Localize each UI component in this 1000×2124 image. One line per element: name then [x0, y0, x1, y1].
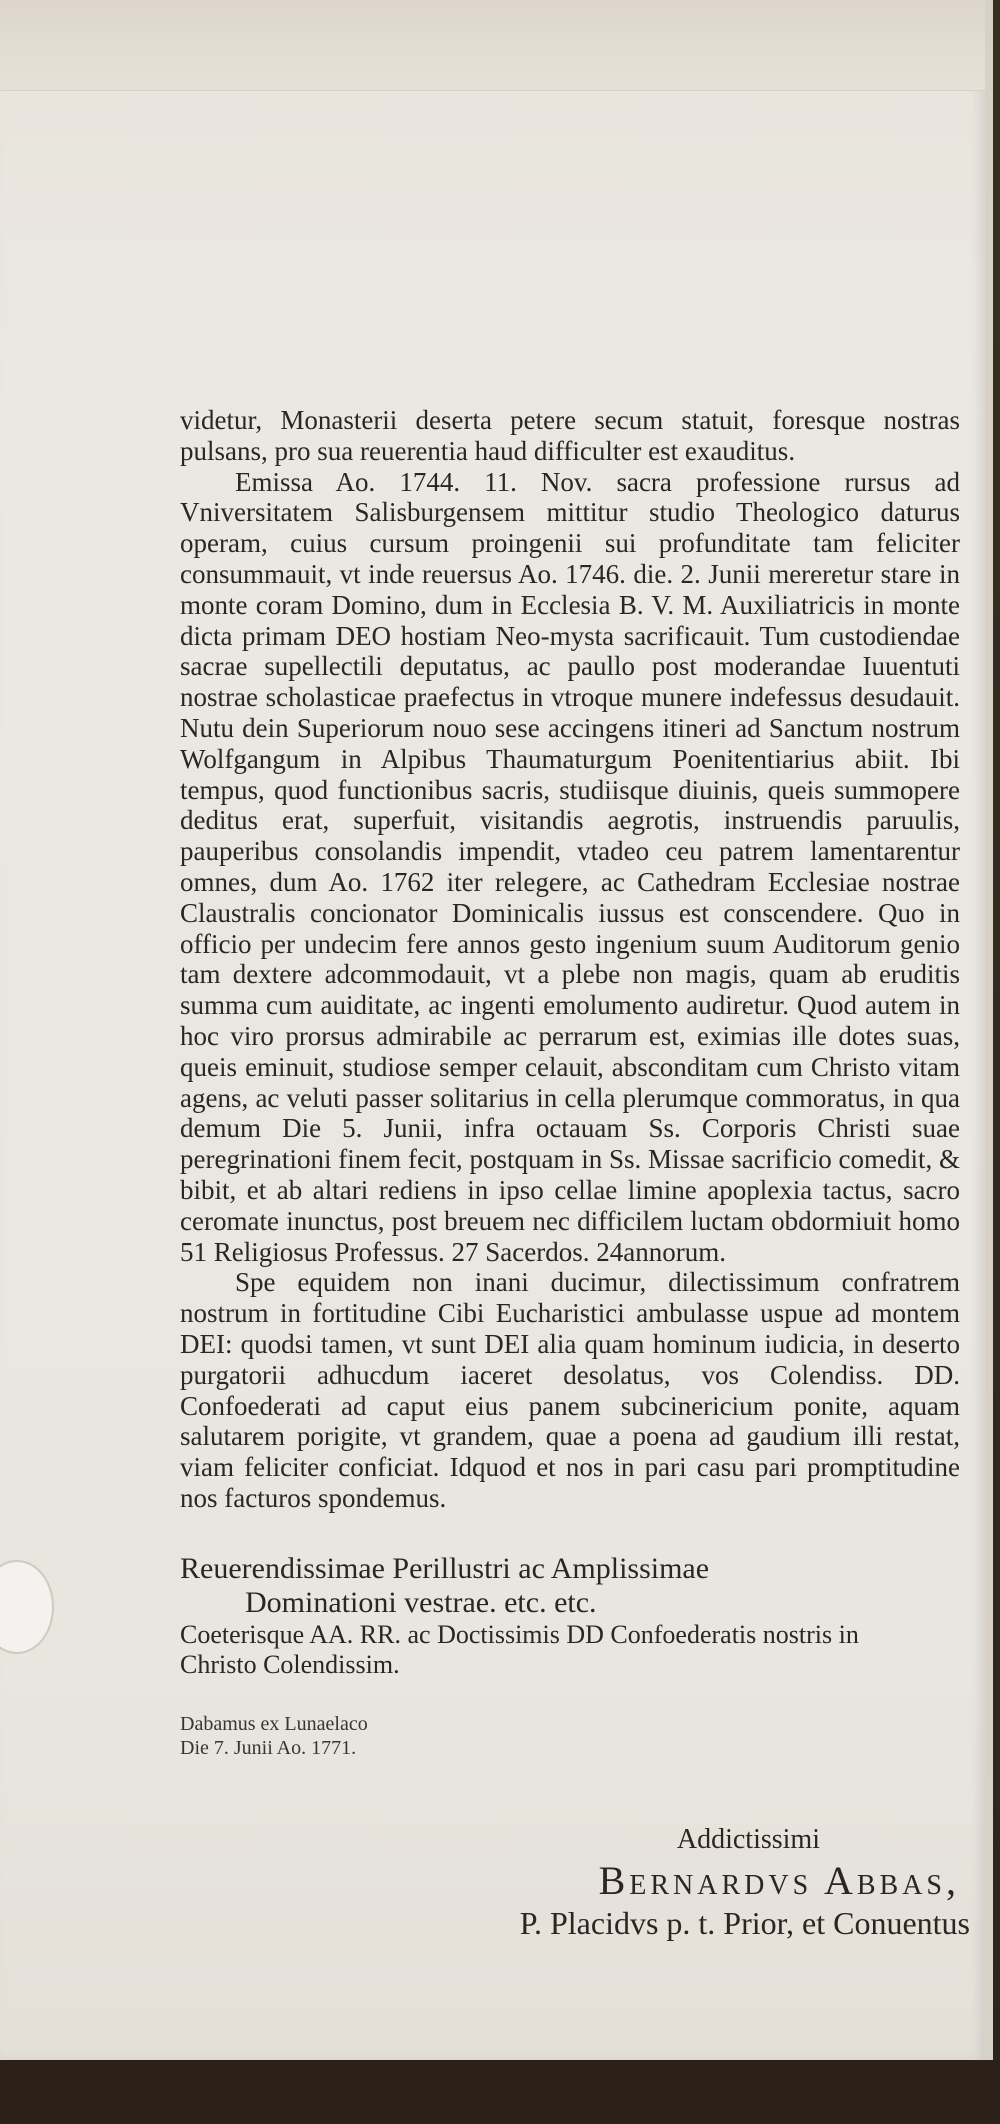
date-line [180, 1712, 480, 1760]
closing-salutation [180, 1552, 880, 1680]
scan-bottom-edge [0, 2060, 1000, 2124]
closing-line: Reuerendissimae Perillustri ac Amplissimae [180, 1552, 710, 1585]
signature-abbas: Bernardvs Abbas, [598, 1858, 960, 1903]
page-top-fold [0, 0, 985, 91]
signature-addict: Addictissimi [676, 1824, 820, 1855]
signature-conventus: P. Placidvs p. t. Prior, et Conuentus [519, 1905, 970, 1941]
date-day: Die 7. Junii Ao. 1771. [180, 1737, 357, 1759]
closing-line: Coeterisque AA. RR. ac Doctissimis DD Confoederatis nostris in Christo Colendissim. [180, 1620, 859, 1679]
date-place: Dabamus ex Lunaelaco [180, 1713, 368, 1735]
letter-body [180, 405, 960, 1514]
paragraph: Emissa Ao. 1744. 11. Nov. sacra professione rursus ad Vniversitatem Salisburgensem mittitur studio Theologico daturus operam, cuius cursum proingenii sui profunditate tam feliciter consummauit, vt inde reuersus Ao. 1746. die. 2. Junii mereretur stare in monte coram Domino, dum in Ecclesia B. V. M. Auxiliatricis in monte dicta primam DEO hostiam Neo-mysta sacrificauit. Tum custodiendae sacrae supellectili deputatus, ac paullo post moderandae Iuuentuti nostrae scholasticae praefectus in vtroque munere indefessus desudauit. Nutu dein Superiorum nouo sese accingens itineri ad Sanctum nostrum Wolfgangum in Alpibus Thaumaturgum Poenitentiarius abiit. Ibi tempus, quod functionibus sacris, studiisque diuinis, queis summopere deditus erat, superfuit, visitandis aegrotis, instruendis paruulis, pauperibus consolandis impendit, vtadeo ceu patrem lamentarentur omnes, dum Ao. 1762 iter relegere, ac Cathedram Ecclesiae nostrae Claustralis concionator Dominicalis iussus est conscendere. Quo in officio per undecim fere annos gesto ingenium suum Auditorum genio tam dextere adcommodauit, vt a plebe non magis, quam ab eruditis summa cum auiditate, ac ingenti emolumento audiretur. Quod autem in hoc viro prorsus admirabile ac perrarum est, eximias ille dotes suas, queis eminuit, studiose semper celauit, absconditam cum Christo vitam agens, ac veluti passer solitarius in cella plerumque commoratus, in qua demum Die 5. Junii, infra octauam Ss. Corporis Christi suae peregrinationi finem fecit, postquam in Ss. Missae sacrificio comedit, & bibit, et ab altari rediens in ipso cellae limine apoplexia tactus, sacro ceromate inunctus, post breuem nec difficilem luctam obdormiuit homo 51 Religiosus Professus. 27 Sacerdos. 24annorum. [180, 466, 960, 1267]
closing-line: Dominationi vestrae. etc. etc. [245, 1586, 597, 1619]
signature-block [430, 1822, 970, 1942]
paragraph: videtur, Monasterii deserta petere secum statuit, foresque nostras pulsans, pro sua reuerentia haud difficulter est exauditus. [180, 405, 960, 466]
paragraph: Spe equidem non inani ducimur, dilectissimum confratrem nostrum in fortitudine Cibi Eucharistici ambulasse uspue ad montem DEI: quodsi tamen, vt sunt DEI alia quam hominum iudicia, in deserto purgatorii adhucdum iaceret desolatus, vos Colendiss. DD. Confoederati ad caput eius panem subcinericium ponite, aquam salutarem porigite, vt grandem, quae a poena ad gaudium illi restat, viam feliciter conficiat. Idquod et nos in pari casu pari promptitudine nos facturos spondemus. [180, 1267, 960, 1513]
